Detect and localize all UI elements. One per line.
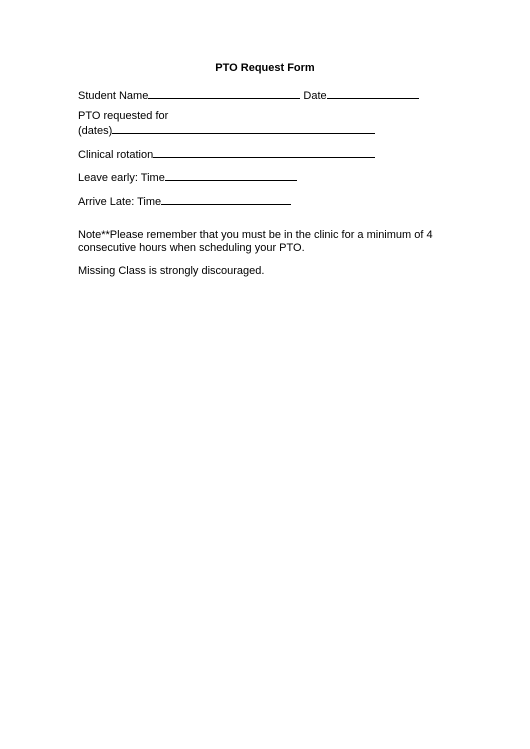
arrive-late-time-field[interactable] — [161, 193, 291, 205]
leave-early-label: Leave early: Time — [78, 172, 165, 184]
date-label: Date — [303, 90, 327, 102]
note-text: Note**Please remember that you must be in the clinic for a minimum of 4 consecutive hours when scheduling your PTO. — [78, 229, 433, 254]
arrive-late-label: Arrive Late: Time — [78, 196, 162, 208]
missing-class-text: Missing Class is strongly discouraged. — [78, 265, 265, 277]
student-name-field[interactable] — [148, 87, 300, 99]
form-title: PTO Request Form — [215, 62, 315, 74]
student-name-label: Student Name — [78, 90, 149, 102]
pto-dates-row — [78, 122, 375, 138]
date-field[interactable] — [327, 87, 419, 99]
clinical-rotation-label: Clinical rotation — [78, 149, 154, 161]
clinical-rotation-field[interactable] — [153, 146, 375, 158]
arrive-late-row — [78, 193, 291, 209]
leave-early-time-field[interactable] — [165, 169, 297, 181]
pto-dates-field[interactable] — [112, 122, 375, 134]
pto-dates-label: (dates) — [78, 125, 113, 137]
student-name-row — [78, 87, 419, 103]
clinical-rotation-row — [78, 146, 375, 162]
leave-early-row — [78, 169, 297, 185]
pto-requested-label: PTO requested for — [78, 110, 169, 122]
